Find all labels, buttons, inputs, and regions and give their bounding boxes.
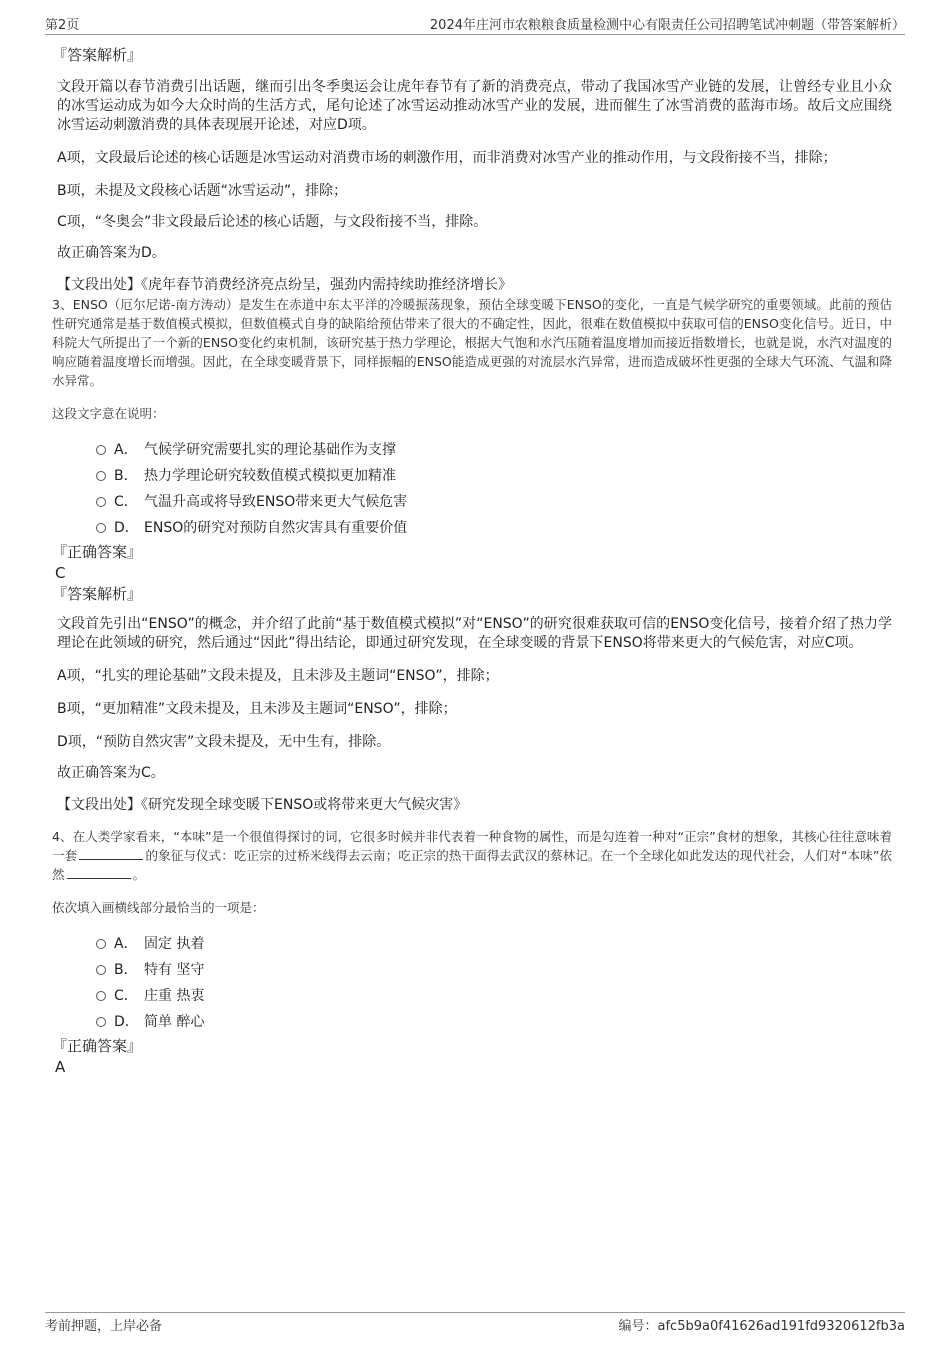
page-footer: [45, 1312, 905, 1334]
q3-option-b-note: B项，“更加精准”文段未提及，且未涉及主题词“ENSO”，排除；: [57, 701, 457, 717]
footer-slogan: 考前押题，上岸必备: [45, 1319, 163, 1334]
q4-options: [52, 931, 892, 1035]
q2-analysis: 文段开篇以春节消费引出话题，继而引出冬季奥运会让虎年春节有了新的消费亮点，带动了我国冰雪产业链的发展，让曾经专业且小众的冰雪运动成为如今大众时尚的生活方式，尾句论述了冰雪运动推动冰雪产业的发展，进而催生了冰雪消费的蓝海市场。故后文应围绕冰雪运动刺激消费的具体表现展开论述，对应D项。: [57, 79, 892, 133]
radio-icon[interactable]: [96, 991, 106, 1001]
document-id: 编号：afc5b9a0f41626ad191fd9320612fb3a: [618, 1319, 905, 1334]
q3-option-a-note: A项，“扎实的理论基础”文段未提及，且未涉及主题词“ENSO”，排除；: [57, 668, 499, 684]
radio-icon[interactable]: [96, 471, 106, 481]
q3-prompt: 这段文字意在说明：: [52, 406, 165, 421]
q4-prompt: 依次填入画横线部分最恰当的一项是：: [52, 900, 265, 915]
q4-option-b[interactable]: B． 特有 坚守: [52, 957, 892, 983]
document-title: 2024年庄河市农粮粮食质量检测中心有限责任公司招聘笔试冲刺题（带答案解析）: [429, 18, 905, 33]
q3-source: 【文段出处】《研究发现全球变暖下ENSO或将带来更大气候灾害》: [57, 797, 468, 813]
page-number: 第2页: [45, 18, 80, 33]
q3-conclusion: 故正确答案为C。: [57, 765, 165, 781]
q3-options: [52, 437, 892, 541]
q2-source: 【文段出处】《虎年春节消费经济亮点纷呈，强劲内需持续助推经济增长》: [57, 277, 512, 293]
blank-1: [79, 847, 143, 860]
q3-option-a[interactable]: A． 气候学研究需要扎实的理论基础作为支撑: [52, 437, 892, 463]
q3-option-b[interactable]: B． 热力学理论研究较数值模式模拟更加精准: [52, 463, 892, 489]
q4-option-a[interactable]: A． 固定 执着: [52, 931, 892, 957]
q3-option-c[interactable]: C． 气温升高或将导致ENSO带来更大气候危害: [52, 489, 892, 515]
radio-icon[interactable]: [96, 523, 106, 533]
q4-answer: A: [55, 1058, 66, 1076]
q3-option-d-note: D项，“预防自然灾害”文段未提及，无中生有，排除。: [57, 734, 391, 750]
blank-2: [67, 866, 131, 879]
radio-icon[interactable]: [96, 445, 106, 455]
q3-option-d[interactable]: D． ENSO的研究对预防自然灾害具有重要价值: [52, 515, 892, 541]
q2-option-a-note: A项，文段最后论述的核心话题是冰雪运动对消费市场的刺激作用，而非消费对冰雪产业的推动作用，与文段衔接不当，排除；: [57, 150, 837, 166]
q2-option-c-note: C项，“冬奥会”非文段最后论述的核心话题，与文段衔接不当，排除。: [57, 214, 488, 230]
q4-answer-label: 『正确答案』: [52, 1037, 143, 1055]
document-body: [52, 44, 892, 1077]
radio-icon[interactable]: [96, 1017, 106, 1027]
radio-icon[interactable]: [96, 965, 106, 975]
q4-stem: 4、在人类学家看来，“本味”是一个很值得探讨的词，它很多时候并非代表着一种食物的属性，而是勾连着一种对“正宗”食材的想象，其核心往往意味着一套 的象征与仪式：吃正宗的过桥米线得去云南；吃正宗的热干面得去武汉的蔡林记。在一个全球化如此发达的现代社会，人们对“本味”依然 。: [52, 829, 892, 882]
q3-stem: 3、ENSO（厄尔尼诺-南方涛动）是发生在赤道中东太平洋的冷暖振荡现象，预估全球变暖下ENSO的变化，一直是气候学研究的重要领域。此前的预估性研究通常是基于数值模式模拟，但数值模式自身的缺陷给预估带来了很大的不确定性，因此，很难在数值模拟中获取可信的ENSO变化信号。近日，中科院大气所提出了一个新的ENSO变化约束机制，该研究基于热力学理论，根据大气饱和水汽压随着温度增加而接近指数增长，也就是说，水汽对温度的响应随着温度增长而增强。因此，在全球变暖背景下，同样振幅的ENSO能造成更强的对流层水汽异常，进而造成破坏性更强的全球大气环流、气温和降水异常。: [52, 297, 892, 388]
q4-option-c[interactable]: C． 庄重 热衷: [52, 983, 892, 1009]
q3-analysis: 文段首先引出“ENSO”的概念，并介绍了此前“基于数值模式模拟”对“ENSO”的研究很难获取可信的ENSO变化信号，接着介绍了热力学理论在此领域的研究，然后通过“因此”得出结论，即通过研究发现，在全球变暖的背景下ENSO将带来更大的气候危害，对应C项。: [57, 616, 892, 651]
page-header: [45, 14, 905, 35]
q3-answer: C: [55, 564, 66, 582]
q4-option-d[interactable]: D． 简单 醉心: [52, 1009, 892, 1035]
q3-answer-label: 『正确答案』: [52, 543, 143, 561]
q2-conclusion: 故正确答案为D。: [57, 245, 166, 261]
radio-icon[interactable]: [96, 939, 106, 949]
radio-icon[interactable]: [96, 497, 106, 507]
q3-analysis-label: 『答案解析』: [52, 585, 143, 603]
q2-option-b-note: B项，未提及文段核心话题“冰雪运动”，排除；: [57, 183, 348, 199]
q2-analysis-label: 『答案解析』: [52, 46, 143, 64]
